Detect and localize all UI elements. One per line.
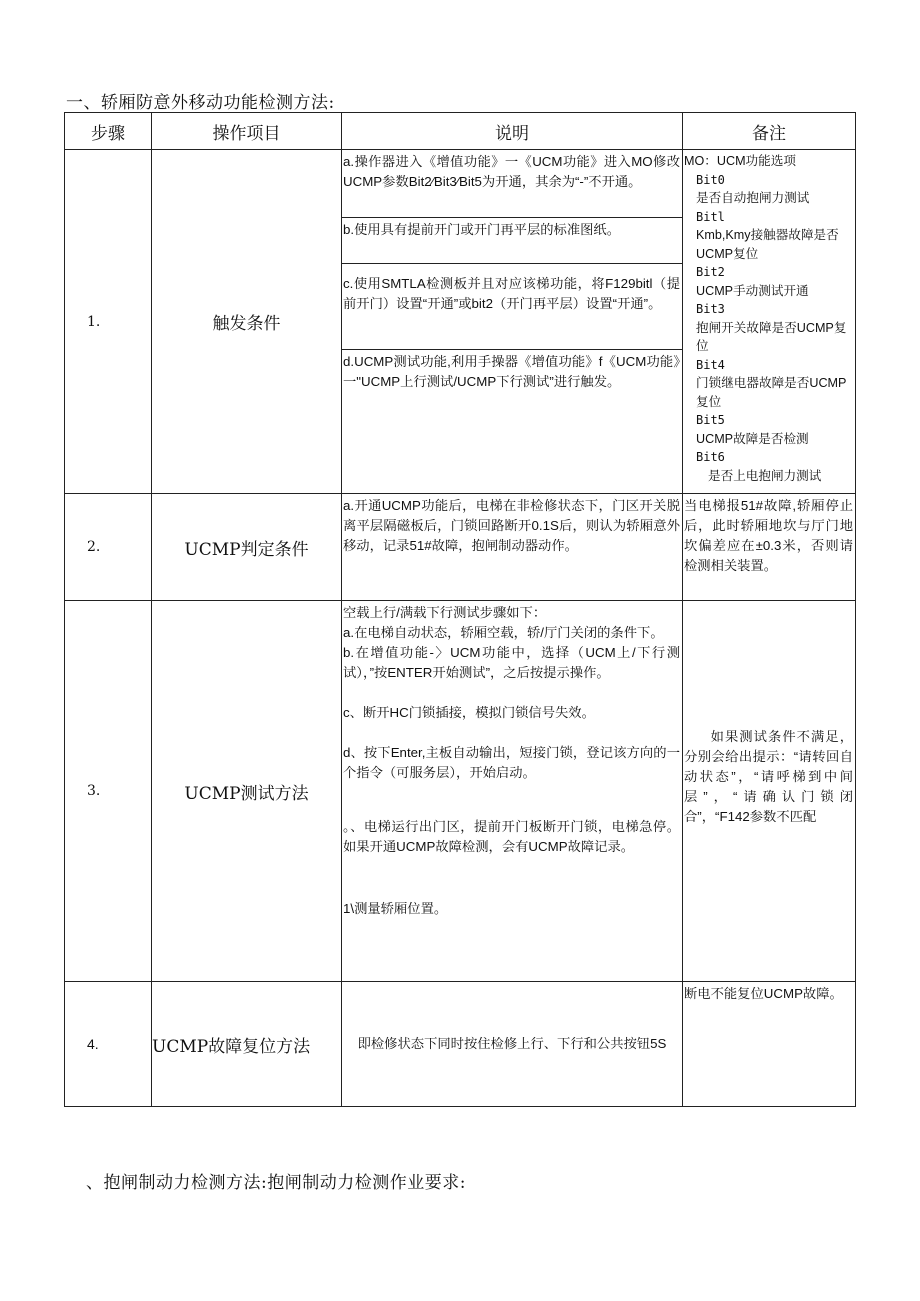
note-cell: 断电不能复位UCMP故障。 xyxy=(683,982,856,1107)
step-number: 2. xyxy=(65,494,152,601)
desc-para: a.操作器进入《增值功能》一《UCM功能》进入MO修改UCMP参数Bit2⁄Bit3⁄Bit5为开通，其余为“-”不开通。 xyxy=(342,150,682,218)
bit-desc: 门锁继电器故障是否UCMP复位 xyxy=(696,376,847,409)
description-cell xyxy=(342,601,683,982)
description-cell: 即检修状态下同时按住检修上行、下行和公共按钮5S xyxy=(342,982,683,1107)
desc-para: 空载上行/满载下行测试步骤如下： xyxy=(343,605,547,620)
note-cell: 如果测试条件不满足，分别会给出提示：“请转回自动状态”，“请呼梯到中间层”，“请确认门锁闭合”，“F142参数不匹配 xyxy=(683,601,856,982)
step-number: 1. xyxy=(65,150,152,494)
desc-para: b.在增值功能-〉UCM功能中，选择（UCM上/下行测试），”按ENTER开始测试”，之后按提示操作。 xyxy=(343,645,680,680)
bit-desc: UCMP手动测试开通 xyxy=(696,283,809,298)
header-step: 步骤 xyxy=(65,113,152,150)
bit-label: Bitl xyxy=(696,209,725,224)
note-cell: 当电梯报51#故障,轿厢停止后，此时轿厢地坎与厅门地坎偏差应在±0.3米，否则请检测相关装置。 xyxy=(683,494,856,601)
desc-para: c.使用SMTLA检测板并且对应该梯功能，将F129bitl（提前开门）设置“开通”或bit2（开门再平层）设置“开通”。 xyxy=(342,264,682,350)
bit-desc: 是否自动抱闸力测试 xyxy=(696,191,810,205)
operation-item: UCMP判定条件 xyxy=(152,494,342,601)
operation-item: UCMP故障复位方法 xyxy=(152,982,342,1107)
bit-desc: 是否上电抱闸力测试 xyxy=(708,468,822,483)
desc-para: a.在电梯自动状态，轿厢空载，轿/厅门关闭的条件下。 xyxy=(343,625,664,640)
desc-para: c、断开HC门锁插接，模拟门锁信号失效。 xyxy=(343,705,595,720)
desc-para: d、按下Enter,主板自动输出，短接门锁，登记该方向的一个指令（可服务层），开始启动。 xyxy=(343,745,680,780)
operation-item: UCMP测试方法 xyxy=(152,601,342,982)
desc-para: 。、电梯运行出门区，提前开门板断开门锁，电梯急停。如果开通UCMP故障检测，会有UCMP故障记录。 xyxy=(343,819,680,854)
bit-label: Bit6 xyxy=(696,450,725,464)
bit-label: Bit2 xyxy=(696,265,725,279)
table-header-row xyxy=(65,113,856,150)
note-cell xyxy=(683,150,856,494)
header-note: 备注 xyxy=(683,113,856,150)
step-number: 3. xyxy=(65,601,152,982)
operation-item: 触发条件 xyxy=(152,150,342,494)
bit-desc: Kmb,Kmy接触器故障是否UCMP复位 xyxy=(696,228,839,261)
ucm-test-table xyxy=(64,112,856,1107)
header-desc: 说明 xyxy=(342,113,683,150)
note-title: MO：UCM功能选项 xyxy=(684,154,796,168)
table-row xyxy=(65,601,856,982)
section-1-title: 一、轿厢防意外移动功能检测方法: xyxy=(66,93,335,113)
bit-label: Bit3 xyxy=(696,302,725,316)
description-cell: a.开通UCMP功能后，电梯在非检修状态下，门区开关脱离平层隔磁板后，门锁回路断开0.1S后，则认为轿厢意外移动，记录51#故障，抱闸制动器动作。 xyxy=(342,494,683,601)
table-row xyxy=(65,982,856,1107)
desc-para: d.UCMP测试功能,利用手操器《增值功能》f《UCM功能》一"UCMP上行测试/UCMP下行测试”进行触发。 xyxy=(343,354,680,389)
desc-para: b.使用具有提前开门或开门再平层的标准图纸。 xyxy=(342,218,682,264)
bit-label: Bit5 xyxy=(696,413,725,427)
section-2-title: 、抱闸制动力检测方法:抱闸制动力检测作业要求: xyxy=(86,1173,466,1193)
description-cell xyxy=(342,150,683,494)
table-row xyxy=(65,494,856,601)
bit-desc: UCMP故障是否检测 xyxy=(696,431,809,446)
bit-label: Bit4 xyxy=(696,357,725,372)
desc-para: 1\测量轿厢位置。 xyxy=(343,901,448,916)
step-number: 4. xyxy=(65,982,152,1107)
bit-label: Bit0 xyxy=(696,172,725,187)
bit-desc: 抱闸开关故障是否UCMP复位 xyxy=(696,320,847,353)
table-row xyxy=(65,150,856,494)
header-item: 操作项目 xyxy=(152,113,342,150)
